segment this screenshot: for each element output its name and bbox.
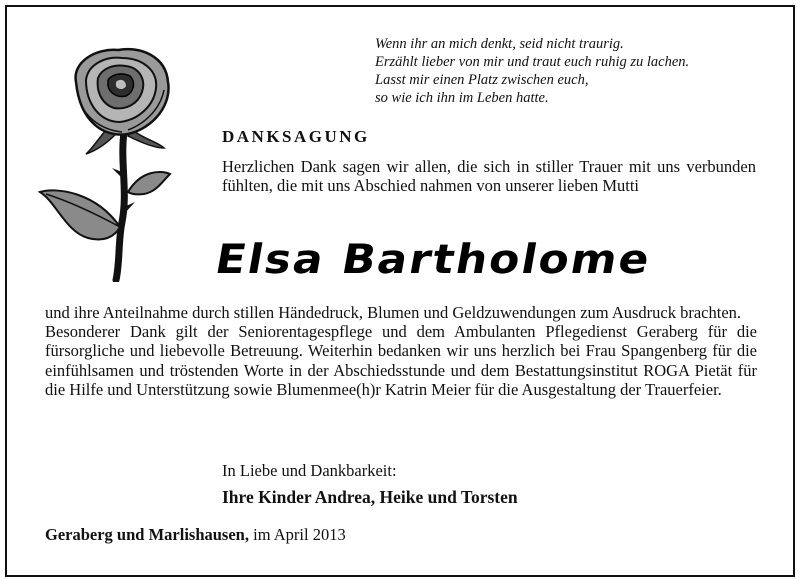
- deceased-name: Elsa Bartholome: [211, 236, 655, 283]
- body-paragraph: Besonderer Dank gilt der Seniorentagespflege und dem Ambulanten Pflegedienst Geraberg für die fürsorgliche und liebevolle Betreuung. Weiterhin bedanken wir uns herzlich bei Frau Spangenberg für die einfühlsamen und tröstenden Worte in der Abschiedsstunde und dem Bestattungsinstitut ROGA Pietät für die Hilfe und Unterstützung sowie Blumenmee(h)r Katrin Meier für die Ausgestaltung der Trauerfeier.: [45, 322, 757, 399]
- heading-danksagung: DANKSAGUNG: [222, 127, 370, 146]
- signatories: Ihre Kinder Andrea, Heike und Torsten: [222, 487, 518, 507]
- memorial-poem: [375, 35, 775, 107]
- place-and-date: [45, 525, 346, 545]
- rose-illustration: [36, 42, 196, 282]
- poem-line: Erzählt lieber von mir und traut euch ruhig zu lachen.: [375, 54, 690, 70]
- poem-line: Lasst mir einen Platz zwischen euch,: [375, 72, 589, 88]
- body-paragraph: und ihre Anteilnahme durch stillen Händedruck, Blumen und Geldzuwendungen zum Ausdruck brachten.: [45, 303, 742, 322]
- place-locations: Geraberg und Marlishausen,: [45, 525, 249, 544]
- body-text: [45, 303, 757, 399]
- poem-line: Wenn ihr an mich denkt, seid nicht traurig.: [375, 36, 624, 52]
- poem-line: so wie ich ihn im Leben hatte.: [375, 90, 549, 106]
- intro-text: Herzlichen Dank sagen wir allen, die sich in stiller Trauer mit uns verbunden fühlten, die mit uns Abschied nahmen von unserer lieben Mutti: [222, 157, 756, 195]
- closing-line: In Liebe und Dankbarkeit:: [222, 461, 397, 480]
- date: im April 2013: [253, 525, 346, 544]
